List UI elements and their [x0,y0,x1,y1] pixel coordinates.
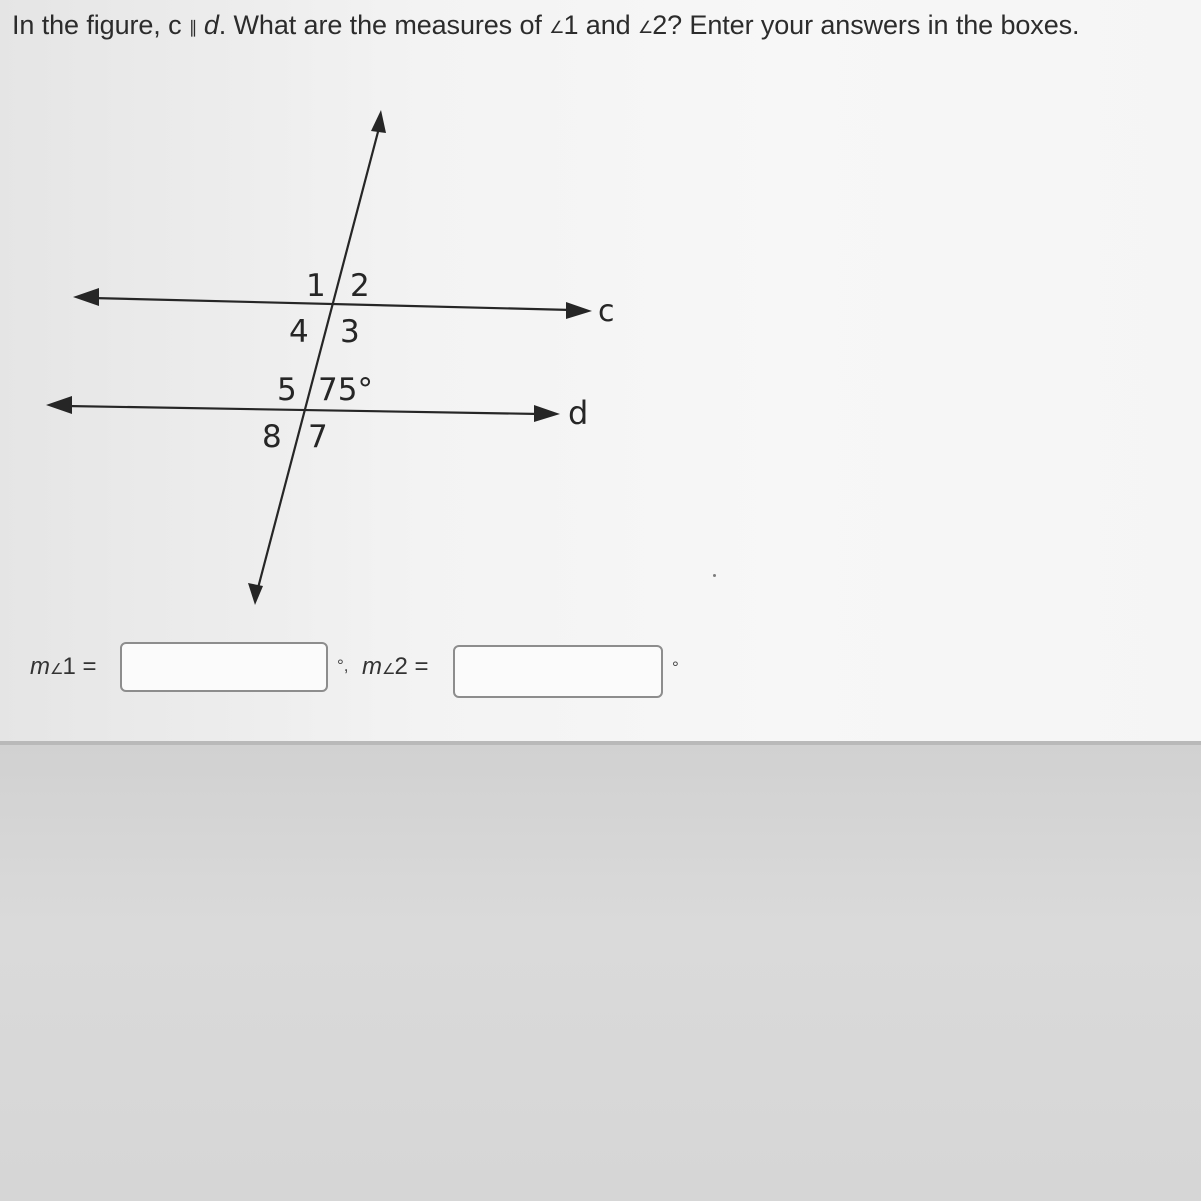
angle-symbol-1: ∠ [549,18,564,37]
question-and: and [585,10,631,40]
degree-mark-2: ° [672,658,679,677]
angle-2-measure-label [362,652,429,685]
question-lead: In the figure, c [12,10,182,40]
line-d-arrow-left [46,396,72,414]
angle-5-label: 5 [277,372,297,408]
question-tail: ? Enter your answers in the boxes. [667,10,1080,40]
blank-lower-area [0,745,1201,1201]
angle-3-label: 3 [340,314,360,350]
angle-2-answer-input[interactable] [453,645,663,698]
parallel-symbol: ∥ [188,18,197,37]
measure-m: m [30,653,50,680]
screen-speck [713,574,716,577]
line-d-arrow-right [534,405,560,422]
angle-8-label: 8 [262,419,282,455]
angle-symbol-2: ∠ [637,18,653,37]
line-c-label: c [598,294,615,329]
answer-row [0,638,760,704]
angle-1-label: 1 [306,268,326,304]
angle-2-ref: 2 [652,10,668,40]
angle-1-ref: 1 [563,10,579,40]
angle-1-measure-label [30,652,97,685]
line-c-arrow-right [566,302,592,319]
equals-sign: = [82,653,97,680]
equals-sign-2: = [414,653,429,680]
line-c-arrow-left [73,288,99,306]
angle-6-value-label: 75° [318,372,373,408]
transversal-arrow-up [371,110,386,133]
angle-1-number: 1 [62,653,76,680]
angle-1-answer-input[interactable] [120,642,328,692]
angle-symbol: ∠ [50,661,63,678]
question-middle: . What are the measures of [218,10,542,40]
measure-m-2: m [362,653,382,680]
degree-comma-1: °, [337,656,349,675]
transversal-line [258,128,379,588]
angle-7-label: 7 [308,419,328,455]
transversal-arrow-down [248,583,263,605]
angle-symbol-2: ∠ [382,661,395,678]
angle-2-label: 2 [350,268,370,304]
angle-4-label: 4 [289,314,309,350]
line-d-var: d [203,10,219,40]
angle-2-number: 2 [394,653,408,680]
line-d-label: d [568,394,589,432]
